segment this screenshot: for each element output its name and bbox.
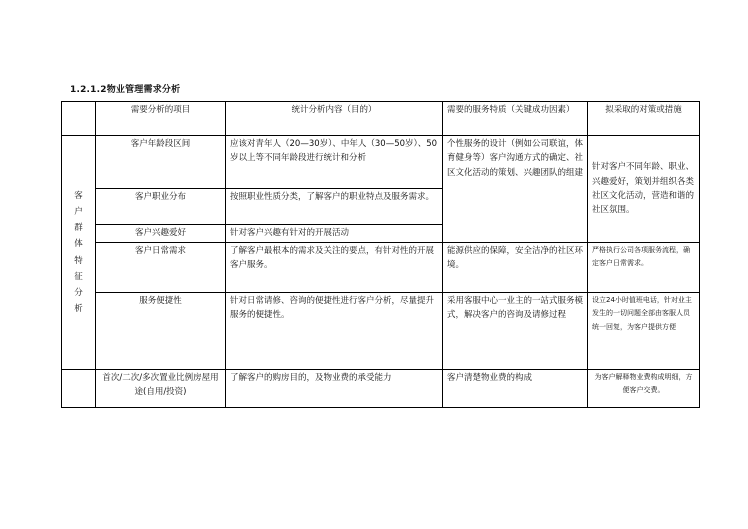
group-label-char: 户 bbox=[74, 207, 83, 218]
group-label-cell bbox=[62, 136, 96, 370]
content-cell: 针对日常请修、咨询的便捷性进行客户分析，尽量提升服务的便捷性。 bbox=[226, 293, 443, 370]
header-measure: 拟采取的对策或措施 bbox=[588, 102, 700, 136]
feature-cell: 能源供应的保障，安全洁净的社区环境。 bbox=[443, 243, 588, 293]
measure-cell: 为客户解释物业费构成明细，方便客户交费。 bbox=[588, 370, 700, 408]
feature-cell: 采用客服中心一业主的一站式服务模式，解决客户的咨询及请修过程 bbox=[443, 293, 588, 370]
table-row bbox=[62, 243, 700, 293]
header-row bbox=[62, 102, 700, 136]
group-label-char: 群 bbox=[74, 223, 83, 234]
header-feature: 需要的服务特质（关键成功因素） bbox=[443, 102, 588, 136]
item-cell: 客户日常需求 bbox=[96, 243, 226, 293]
item-cell: 客户年龄段区间 bbox=[96, 136, 226, 189]
merged-feature-cell: 个性服务的设计（例如公司联谊，体育健身等）客户沟通方式的确定、社区文化活动的策划、兴趣团队的组建 bbox=[443, 136, 588, 243]
group-blank-cell bbox=[62, 370, 96, 408]
group-label-char: 特 bbox=[74, 255, 83, 266]
header-blank-cell bbox=[62, 102, 96, 136]
content-cell: 了解客户的购房目的，及物业费的承受能力 bbox=[226, 370, 443, 408]
table-row bbox=[62, 293, 700, 370]
item-cell: 服务便捷性 bbox=[96, 293, 226, 370]
measure-cell: 设立24小时值班电话，针对业主发生的一切问题全部由客服人员统一回复，为客户提供方便 bbox=[588, 293, 700, 370]
requirements-table bbox=[61, 101, 700, 408]
group-label-char: 体 bbox=[74, 239, 83, 250]
item-cell: 客户职业分布 bbox=[96, 189, 226, 225]
group-label-char: 客 bbox=[74, 190, 83, 201]
header-content: 统计分析内容（目的） bbox=[226, 102, 443, 136]
table-row bbox=[62, 370, 700, 408]
content-cell: 应该对青年人（20—30岁）、中年人（30—50岁）、50岁以上等不同年龄段进行统计和分析 bbox=[226, 136, 443, 189]
group-label-char: 分 bbox=[74, 287, 83, 298]
measure-cell: 严格执行公司各项服务流程，确定客户日常需求。 bbox=[588, 243, 700, 293]
group-label-char: 征 bbox=[74, 271, 83, 282]
content-cell: 了解客户最根本的需求及关注的要点，有针对性的开展客户服务。 bbox=[226, 243, 443, 293]
item-cell: 客户兴趣爱好 bbox=[96, 225, 226, 243]
table-row bbox=[62, 136, 700, 189]
content-cell: 针对客户兴趣有针对的开展活动 bbox=[226, 225, 443, 243]
content-cell: 按照职业性质分类，了解客户的职业特点及服务需求。 bbox=[226, 189, 443, 225]
section-heading: 1.2.1.2物业管理需求分析 bbox=[70, 85, 181, 95]
feature-cell: 客户清楚物业费的构成 bbox=[443, 370, 588, 408]
merged-measure-cell: 针对客户不同年龄、职业、兴趣爱好，策划并组织各类社区文化活动，营造和谐的社区氛围。 bbox=[588, 136, 700, 243]
item-cell: 首次/二次/多次置业比例房屋用途(自用/投资) bbox=[96, 370, 226, 408]
group-label-char: 析 bbox=[74, 303, 83, 314]
header-item: 需要分析的项目 bbox=[96, 102, 226, 136]
